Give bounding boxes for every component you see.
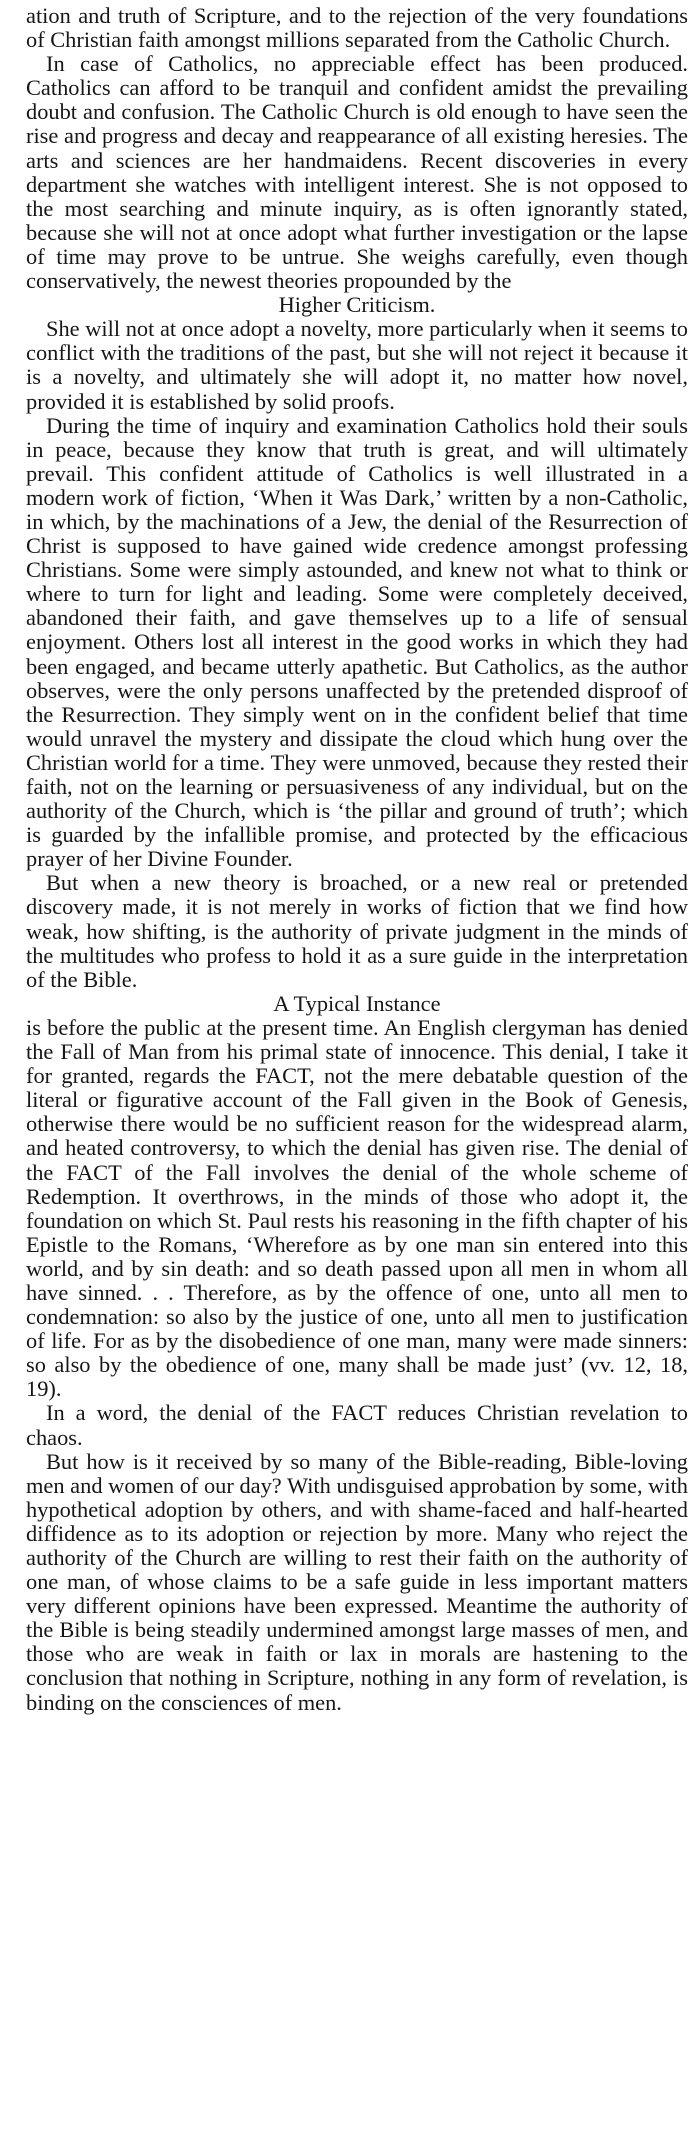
paragraph-continued: ation and truth of Scripture, and to the rejection of the very foundations of Christian faith amongst millions separated from the Catholic Church. — [26, 3, 688, 53]
paragraph-catholics-tranquil: In case of Catholics, no appreciable effect has been produced. Catholics can afford to be tranquil and confident amidst the prevailing doubt and confusion. The Catholic Church is old enough to have seen the rise and progress and decay and reappearance of all existing heresies. The arts and sciences are her handmaidens. Recent discoveries in every department she watches with intelligent interest. She is not opposed to the most searching and minute inquiry, as is often ignorantly stated, because she will not at once adopt what further investigation or the lapse of time may prove to be untrue. She weighs carefully, even though conservatively, the newest theories propounded by the — [26, 51, 688, 294]
paragraph-new-theory: But when a new theory is broached, or a new real or pretended discovery made, it is not merely in works of fiction that we find how weak, how shifting, is the authority of private judgment in the minds of the multitudes who profess to hold it as a sure guide in the interpretation of the Bible. — [26, 870, 688, 992]
paragraph-chaos: In a word, the denial of the FACT reduces Christian revelation to chaos. — [26, 1400, 688, 1450]
subheading-higher-criticism: Higher Criticism. — [278, 292, 436, 318]
paragraph-bible-reading: But how is it received by so many of the Bible-reading, Bible-loving men and women of our day? With undisguised approbation by some, with hypothetical adoption by others, and with shame-faced and half-hearted diffidence as to its adoption or rejection by more. Many who reject the authority of the Church are willing to rest their faith on the authority of one man, of whose claims to be a safe guide in less important matters very different opinions have been expressed. Meantime the authority of the Bible is being steadily undermined amongst large masses of men, and those who are weak in faith or lax in morals are hastening to the conclusion that nothing in Scripture, nothing in any form of revelation, is binding on the consciences of men. — [26, 1448, 688, 1715]
paragraph-time-of-inquiry: During the time of inquiry and examination Catholics hold their souls in peace, because they know that truth is great, and will ultimately prevail. This confident attitude of Catholics is well illustrated in a modern work of fiction, ‘When it Was Dark,’ written by a non-Catholic, in which, by the machinations of a Jew, the denial of the Resurrection of Christ is supposed to have gained wide credence amongst professing Christians. Some were simply astounded, and knew not what to think or where to turn for light and leading. Some were completely deceived, abandoned their faith, and gave themselves up to a life of sensual enjoyment. Others lost all interest in the good works in which they had been engaged, and became utterly apathetic. But Catholics, as the author observes, were the only persons unaffected by the pretended disproof of the Resurrection. They simply went on in the confident belief that time would unravel the mystery and dissipate the cloud which hung over the Christian world for a time. They were unmoved, because they rested their faith, not on the learning or persuasiveness of any individual, but on the authority of the Church, which is ‘the pillar and ground of truth’; which is guarded by the infallible promise, and protected by the efficacious prayer of her Divine Founder. — [26, 412, 688, 872]
subheading-typical-instance: A Typical Instance — [273, 990, 441, 1016]
paragraph-fall-of-man: is before the public at the present time. An English clergyman has denied the Fall of Man from his primal state of innocence. This denial, I take it for granted, regards the FACT, not the mere debatable question of the literal or figurative account of the Fall given in the Book of Genesis, otherwise there would be no sufficient reason for the widespread alarm, and heated controversy, to which the denial has given rise. The denial of the FACT of the Fall involves the denial of the whole scheme of Redemption. It overthrows, in the minds of those who adopt it, the foundation on which St. Paul rests his reasoning in the fifth chapter of his Epistle to the Romans, ‘Wherefore as by one man sin entered into this world, and by sin death: and so death passed upon all men in whom all have sinned. . . Therefore, as by the offence of one, unto all men to condemnation: so also by the justice of one, unto all men to justification of life. For as by the disobedience of one man, many were made sinners: so also by the obedience of one, many shall be made just’ (vv. 12, 18, 19). — [26, 1014, 688, 1402]
paragraph-novelty: She will not at once adopt a novelty, more particularly when it seems to conflict with the traditions of the past, but she will not reject it because it is a novelty, and ultimately she will adopt it, no matter how novel, provided it is established by solid proofs. — [26, 316, 688, 414]
